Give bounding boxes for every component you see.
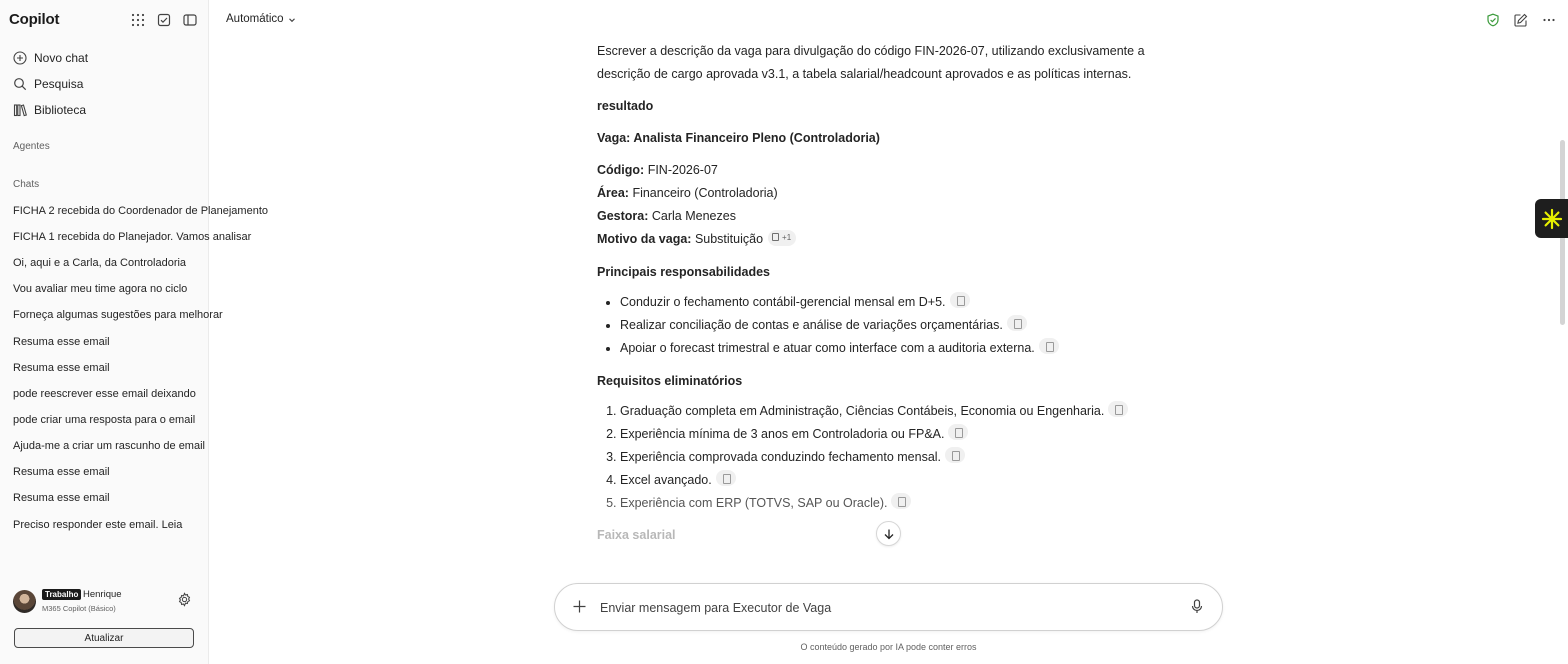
brand-title: Copilot <box>9 11 60 28</box>
document-icon <box>772 233 779 241</box>
microphone-icon[interactable] <box>1190 599 1206 615</box>
job-title: Vaga: Analista Financeiro Pleno (Controladoria) <box>597 131 880 145</box>
ai-disclaimer: O conteúdo gerado por IA pode conter erros <box>800 642 977 652</box>
chat-item[interactable]: Resuma esse email <box>13 466 110 478</box>
apps-grid-icon[interactable] <box>130 12 146 28</box>
chat-item[interactable]: Resuma esse email <box>13 362 110 374</box>
chat-item[interactable]: FICHA 1 recebida do Planejador. Vamos analisar <box>13 231 252 243</box>
work-badge: Trabalho <box>42 589 81 600</box>
list-item: 5. Experiência com ERP (TOTVS, SAP ou Oracle). <box>620 492 1197 515</box>
field-manager: Gestora: Carla Menezes <box>597 209 736 223</box>
salary-heading: Faixa salarial <box>597 528 676 542</box>
chat-item[interactable]: Resuma esse email <box>13 492 110 504</box>
user-name: Henrique <box>83 589 122 600</box>
list-item: 1. Graduação completa em Administração, Ciências Contábeis, Economia ou Engenharia. <box>620 400 1197 423</box>
chevron-down-icon <box>288 15 296 23</box>
user-plan: M365 Copilot (Básico) <box>42 604 116 613</box>
library-icon <box>12 102 28 118</box>
list-item: • Realizar conciliação de contas e análise de variações orçamentárias. <box>620 314 1197 337</box>
list-item: • Conduzir o fechamento contábil-gerencial mensal em D+5. <box>620 291 1197 314</box>
library-button[interactable] <box>12 100 86 120</box>
plus-icon[interactable] <box>572 599 588 615</box>
search-button[interactable] <box>12 74 83 94</box>
avatar <box>13 590 36 613</box>
requirements-list <box>597 400 1197 515</box>
field-reason: Motivo da vaga: Substituição +1 <box>597 228 1197 251</box>
requirements-heading: Requisitos eliminatórios <box>597 374 743 388</box>
citation-icon[interactable] <box>1108 401 1128 417</box>
responsibilities-heading: Principais responsabilidades <box>597 265 770 279</box>
citation-icon[interactable] <box>948 424 968 440</box>
list-item: • Apoiar o forecast trimestral e atuar como interface com a auditoria externa. <box>620 337 1197 360</box>
scroll-down-button[interactable] <box>876 521 901 546</box>
model-label: Automático <box>226 13 284 25</box>
citation-icon[interactable] <box>716 470 736 486</box>
citation-icon[interactable] <box>950 292 970 308</box>
response-message <box>597 40 1197 547</box>
chat-item[interactable]: Forneça algumas sugestões para melhorar <box>13 309 223 321</box>
user-profile[interactable] <box>13 589 198 615</box>
widget-launcher[interactable] <box>1535 199 1568 238</box>
plus-circle-icon <box>12 50 28 66</box>
field-code: Código: FIN-2026-07 <box>597 163 718 177</box>
chat-item[interactable]: Vou avaliar meu time agora no ciclo <box>13 283 188 295</box>
arrow-down-icon <box>883 528 895 540</box>
sidebar-header <box>9 10 199 32</box>
list-item: 4. Excel avançado. <box>620 469 1197 492</box>
citation-icon[interactable] <box>1039 338 1059 354</box>
field-area: Área: Financeiro (Controladoria) <box>597 186 778 200</box>
chat-item[interactable]: FICHA 2 recebida do Coordenador de Planejamento <box>13 205 268 217</box>
citation-chip[interactable]: +1 <box>768 230 796 246</box>
update-button[interactable]: Atualizar <box>14 628 194 648</box>
tasks-check-icon[interactable] <box>156 12 172 28</box>
more-options-icon[interactable] <box>1541 12 1556 27</box>
citation-icon[interactable] <box>945 447 965 463</box>
model-selector[interactable] <box>226 13 296 25</box>
library-label: Biblioteca <box>34 103 87 117</box>
job-fields <box>597 159 1197 251</box>
message-composer <box>554 583 1223 631</box>
list-item: 3. Experiência comprovada conduzindo fechamento mensal. <box>620 446 1197 469</box>
chat-item[interactable]: Resuma esse email <box>13 336 110 348</box>
agents-section-label: Agentes <box>13 141 50 152</box>
chat-item[interactable]: Oi, aqui e a Carla, da Controladoria <box>13 257 187 269</box>
message-input[interactable] <box>600 597 1160 619</box>
chat-item[interactable]: Preciso responder este email. Leia <box>13 519 183 531</box>
citation-icon[interactable] <box>1007 315 1027 331</box>
chat-item[interactable]: Ajuda-me a criar um rascunho de email <box>13 440 205 452</box>
list-item: 2. Experiência mínima de 3 anos em Controladoria ou FP&A. <box>620 423 1197 446</box>
intro-text: Escrever a descrição da vaga para divulgação do código FIN-2026-07, utilizando exclusivamente a descrição de cargo aprovada v3.1, a tabela salarial/headcount aprovados e as políticas internas. <box>597 44 1145 81</box>
search-icon <box>12 76 28 92</box>
sidebar-toggle-icon[interactable] <box>182 12 198 28</box>
chats-section-label: Chats <box>13 179 40 190</box>
compose-icon[interactable] <box>1513 12 1528 27</box>
chat-item[interactable]: pode criar uma resposta para o email <box>13 414 196 426</box>
new-chat-label: Novo chat <box>34 51 89 65</box>
result-heading: resultado <box>597 99 654 113</box>
citation-icon[interactable] <box>891 493 911 509</box>
responsibilities-list <box>597 291 1197 360</box>
sparkle-icon <box>1540 207 1564 231</box>
new-chat-button[interactable] <box>12 48 88 68</box>
gear-icon[interactable] <box>177 592 193 608</box>
search-label: Pesquisa <box>34 77 84 91</box>
shield-check-icon[interactable] <box>1485 12 1500 27</box>
chat-item[interactable]: pode reescrever esse email deixando <box>13 388 196 400</box>
